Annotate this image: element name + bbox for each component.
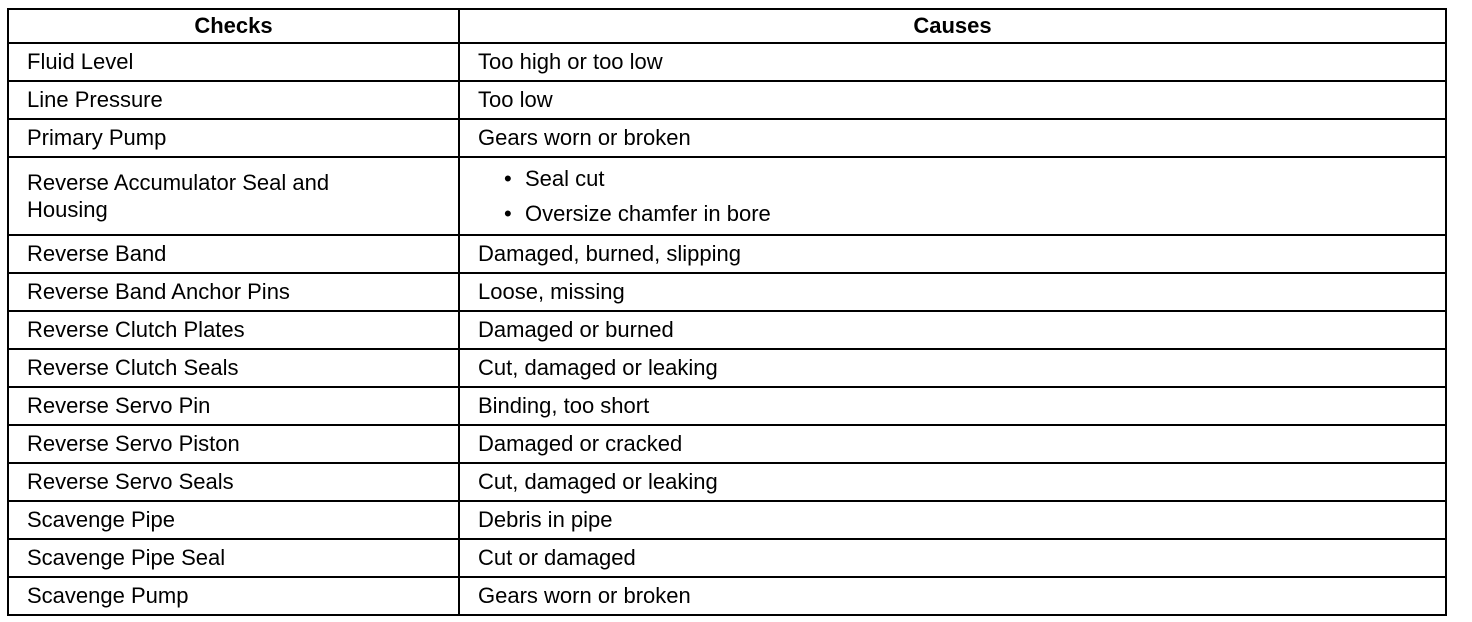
checks-column-header: Checks <box>8 9 459 43</box>
cause-cell: Loose, missing <box>459 273 1446 311</box>
table-row <box>8 349 1446 387</box>
cause-bullet-item: • Oversize chamfer in bore <box>504 196 1445 231</box>
cause-cell: Too low <box>459 81 1446 119</box>
check-cell: Reverse Accumulator Seal and Housing <box>8 157 459 235</box>
cause-cell <box>459 157 1446 235</box>
cause-cell: Binding, too short <box>459 387 1446 425</box>
cause-bullet-item: • Seal cut <box>504 161 1445 196</box>
cause-cell: Damaged, burned, slipping <box>459 235 1446 273</box>
cause-cell: Damaged or burned <box>459 311 1446 349</box>
diagnosis-table <box>7 8 1447 616</box>
table-row <box>8 539 1446 577</box>
cause-cell: Gears worn or broken <box>459 577 1446 615</box>
cause-cell: Cut, damaged or leaking <box>459 349 1446 387</box>
check-cell: Reverse Band Anchor Pins <box>8 273 459 311</box>
check-cell: Scavenge Pump <box>8 577 459 615</box>
cause-cell: Debris in pipe <box>459 501 1446 539</box>
cause-cell: Gears worn or broken <box>459 119 1446 157</box>
check-cell: Reverse Servo Seals <box>8 463 459 501</box>
table-row <box>8 157 1446 235</box>
cause-bullet-list <box>478 161 1445 231</box>
table-header-row <box>8 9 1446 43</box>
check-cell: Line Pressure <box>8 81 459 119</box>
check-cell: Reverse Servo Piston <box>8 425 459 463</box>
check-cell: Reverse Band <box>8 235 459 273</box>
table-row <box>8 119 1446 157</box>
check-cell: Fluid Level <box>8 43 459 81</box>
causes-column-header: Causes <box>459 9 1446 43</box>
check-cell: Reverse Servo Pin <box>8 387 459 425</box>
check-cell: Reverse Clutch Seals <box>8 349 459 387</box>
diagnosis-table-container <box>7 8 1445 616</box>
table-row <box>8 311 1446 349</box>
check-cell: Primary Pump <box>8 119 459 157</box>
table-row <box>8 387 1446 425</box>
table-row <box>8 235 1446 273</box>
check-cell: Reverse Clutch Plates <box>8 311 459 349</box>
cause-cell: Too high or too low <box>459 43 1446 81</box>
table-row <box>8 577 1446 615</box>
cause-cell: Cut, damaged or leaking <box>459 463 1446 501</box>
table-row <box>8 81 1446 119</box>
table-row <box>8 43 1446 81</box>
check-cell: Scavenge Pipe <box>8 501 459 539</box>
table-row <box>8 501 1446 539</box>
cause-cell: Cut or damaged <box>459 539 1446 577</box>
table-row <box>8 425 1446 463</box>
check-cell: Scavenge Pipe Seal <box>8 539 459 577</box>
cause-cell: Damaged or cracked <box>459 425 1446 463</box>
table-row <box>8 463 1446 501</box>
table-row <box>8 273 1446 311</box>
